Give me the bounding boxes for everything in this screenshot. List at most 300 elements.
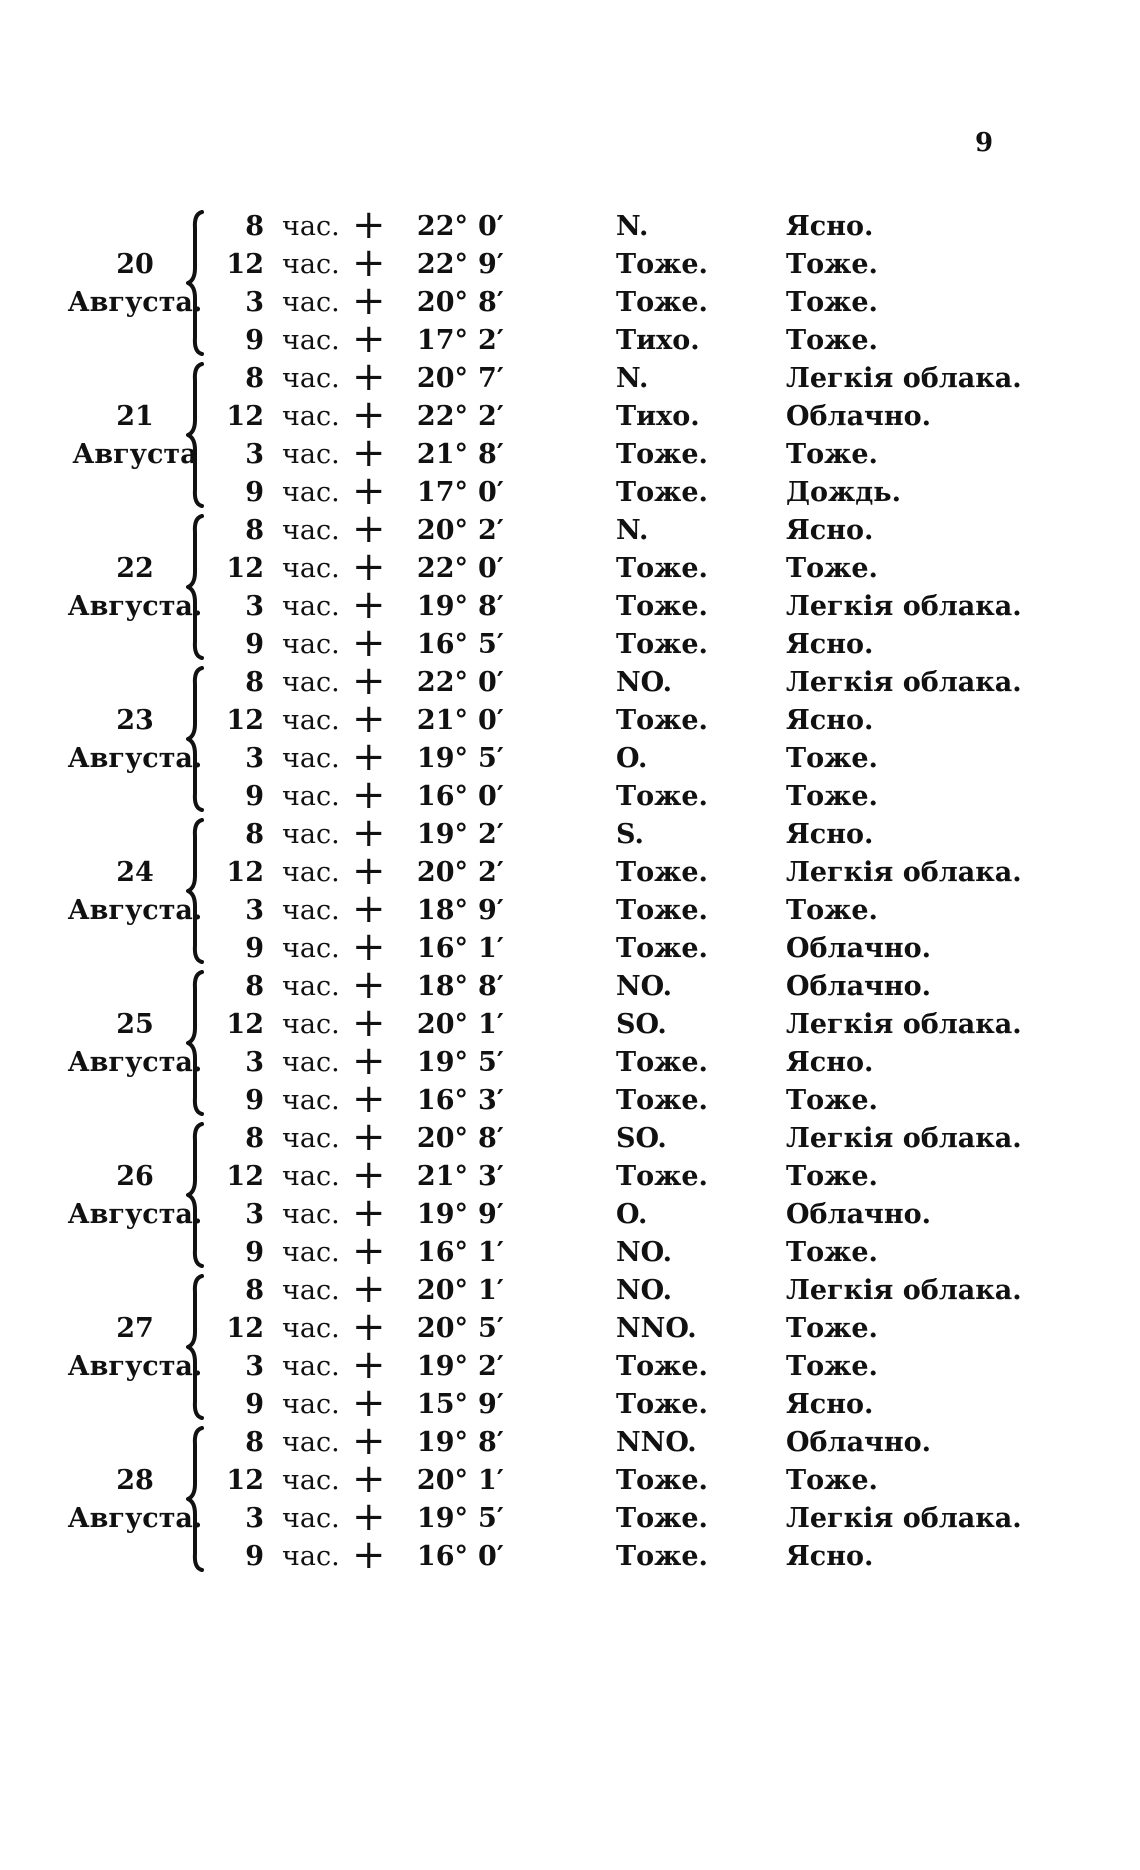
hour-unit: час. [282, 971, 340, 1002]
plus-sign: + [352, 810, 386, 856]
plus-sign: + [352, 468, 386, 514]
temperature-minutes: 5′ [478, 629, 504, 660]
plus-sign: + [352, 620, 386, 666]
temperature-degrees: 16° [416, 1085, 468, 1116]
temperature-degrees: 22° [416, 667, 468, 698]
temperature-minutes: 0′ [478, 705, 504, 736]
temperature-minutes: 0′ [478, 553, 504, 584]
hour-unit: час. [282, 1351, 340, 1382]
hour-cell: 9 [245, 1085, 264, 1116]
plus-sign: + [352, 1076, 386, 1122]
wind-cell: Тоже. [616, 477, 708, 508]
temperature-degrees: 20° [416, 1313, 468, 1344]
sky-cell: Облачно. [786, 933, 931, 964]
temperature-degrees: 19° [416, 1047, 468, 1078]
sky-cell: Тоже. [786, 743, 878, 774]
temperature-degrees: 15° [416, 1389, 468, 1420]
plus-sign: + [352, 278, 386, 324]
observation-row [0, 1038, 1140, 1084]
plus-sign: + [352, 924, 386, 970]
date-month: Августа. [67, 591, 203, 622]
temperature-minutes: 0′ [478, 781, 504, 812]
plus-sign: + [352, 962, 386, 1008]
plus-sign: + [352, 354, 386, 400]
sky-cell: Легкія облака. [786, 591, 1022, 622]
temperature-minutes: 0′ [478, 477, 504, 508]
temperature-degrees: 21° [416, 705, 468, 736]
sky-cell: Облачно. [786, 401, 931, 432]
observation-row [0, 392, 1140, 438]
hour-unit: час. [282, 933, 340, 964]
hour-cell: 8 [245, 1427, 264, 1458]
temperature-minutes: 0′ [478, 1541, 504, 1572]
observation-row [0, 1532, 1140, 1578]
hour-cell: 3 [245, 287, 264, 318]
plus-sign: + [352, 1456, 386, 1502]
sky-cell: Тоже. [786, 1237, 878, 1268]
date-month: Августа. [67, 1503, 203, 1534]
hour-unit: час. [282, 211, 340, 242]
sky-cell: Ясно. [786, 819, 874, 850]
hour-unit: час. [282, 591, 340, 622]
observation-row [0, 658, 1140, 704]
temperature-degrees: 19° [416, 1351, 468, 1382]
wind-cell: Тоже. [616, 1047, 708, 1078]
hour-unit: час. [282, 705, 340, 736]
temperature-degrees: 19° [416, 819, 468, 850]
date-month: Августа. [67, 1199, 203, 1230]
observation-row [0, 1114, 1140, 1160]
temperature-degrees: 22° [416, 211, 468, 242]
sky-cell: Облачно. [786, 1427, 931, 1458]
sky-cell: Облачно. [786, 971, 931, 1002]
temperature-minutes: 8′ [478, 1123, 504, 1154]
plus-sign: + [352, 1000, 386, 1046]
date-group [0, 1418, 1140, 1578]
observation-row [0, 810, 1140, 856]
wind-cell: Тоже. [616, 781, 708, 812]
hour-cell: 9 [245, 933, 264, 964]
sky-cell: Ясно. [786, 211, 874, 242]
sky-cell: Ясно. [786, 1541, 874, 1572]
temperature-minutes: 5′ [478, 1503, 504, 1534]
sky-cell: Тоже. [786, 1465, 878, 1496]
hour-cell: 12 [226, 705, 264, 736]
plus-sign: + [352, 848, 386, 894]
hour-cell: 8 [245, 363, 264, 394]
observation-row [0, 1494, 1140, 1540]
temperature-minutes: 9′ [478, 895, 504, 926]
sky-cell: Ясно. [786, 1389, 874, 1420]
page-number: 9 [975, 128, 994, 158]
observation-row [0, 316, 1140, 362]
sky-cell: Легкія облака. [786, 1009, 1022, 1040]
date-day: 20 [116, 249, 154, 280]
hour-unit: час. [282, 629, 340, 660]
hour-unit: час. [282, 1427, 340, 1458]
temperature-degrees: 16° [416, 629, 468, 660]
date-group [0, 202, 1140, 362]
plus-sign: + [352, 658, 386, 704]
temperature-degrees: 16° [416, 1237, 468, 1268]
temperature-minutes: 1′ [478, 1275, 504, 1306]
plus-sign: + [352, 1304, 386, 1350]
hour-cell: 3 [245, 439, 264, 470]
temperature-minutes: 8′ [478, 287, 504, 318]
hour-cell: 9 [245, 629, 264, 660]
observation-row [0, 1304, 1140, 1350]
temperature-degrees: 16° [416, 781, 468, 812]
temperature-degrees: 22° [416, 401, 468, 432]
observation-row [0, 202, 1140, 248]
sky-cell: Легкія облака. [786, 1275, 1022, 1306]
temperature-degrees: 19° [416, 1199, 468, 1230]
observation-row [0, 1000, 1140, 1046]
hour-cell: 9 [245, 1237, 264, 1268]
date-group [0, 354, 1140, 514]
temperature-minutes: 9′ [478, 249, 504, 280]
observation-row [0, 924, 1140, 970]
temperature-minutes: 2′ [478, 401, 504, 432]
temperature-degrees: 19° [416, 1427, 468, 1458]
wind-cell: Тоже. [616, 933, 708, 964]
temperature-minutes: 9′ [478, 1199, 504, 1230]
sky-cell: Тоже. [786, 325, 878, 356]
temperature-degrees: 21° [416, 439, 468, 470]
hour-cell: 3 [245, 1503, 264, 1534]
hour-unit: час. [282, 1275, 340, 1306]
wind-cell: N. [616, 211, 649, 242]
observation-row [0, 1228, 1140, 1274]
hour-cell: 12 [226, 401, 264, 432]
observation-row [0, 962, 1140, 1008]
wind-cell: Тоже. [616, 629, 708, 660]
wind-cell: Тоже. [616, 287, 708, 318]
hour-unit: час. [282, 1503, 340, 1534]
observation-row [0, 582, 1140, 628]
date-group [0, 810, 1140, 970]
date-day: 24 [116, 857, 154, 888]
temperature-degrees: 17° [416, 325, 468, 356]
plus-sign: + [352, 734, 386, 780]
hour-cell: 3 [245, 895, 264, 926]
hour-cell: 9 [245, 1389, 264, 1420]
sky-cell: Тоже. [786, 781, 878, 812]
hour-cell: 12 [226, 857, 264, 888]
temperature-minutes: 5′ [478, 743, 504, 774]
temperature-minutes: 8′ [478, 591, 504, 622]
hour-unit: час. [282, 781, 340, 812]
observation-row [0, 772, 1140, 818]
sky-cell: Тоже. [786, 895, 878, 926]
wind-cell: NO. [616, 667, 673, 698]
wind-cell: Тоже. [616, 895, 708, 926]
hour-unit: час. [282, 895, 340, 926]
sky-cell: Тоже. [786, 439, 878, 470]
wind-cell: Тоже. [616, 1085, 708, 1116]
plus-sign: + [352, 1152, 386, 1198]
wind-cell: S. [616, 819, 644, 850]
hour-cell: 9 [245, 1541, 264, 1572]
temperature-minutes: 1′ [478, 933, 504, 964]
wind-cell: Тоже. [616, 439, 708, 470]
hour-unit: час. [282, 439, 340, 470]
wind-cell: NO. [616, 1275, 673, 1306]
observation-row [0, 1380, 1140, 1426]
observation-row [0, 354, 1140, 400]
wind-cell: Тоже. [616, 857, 708, 888]
temperature-degrees: 16° [416, 933, 468, 964]
sky-cell: Легкія облака. [786, 363, 1022, 394]
hour-cell: 9 [245, 477, 264, 508]
temperature-degrees: 20° [416, 1123, 468, 1154]
plus-sign: + [352, 1532, 386, 1578]
hour-cell: 8 [245, 515, 264, 546]
temperature-degrees: 19° [416, 591, 468, 622]
date-day: 26 [116, 1161, 154, 1192]
wind-cell: NO. [616, 971, 673, 1002]
sky-cell: Тоже. [786, 287, 878, 318]
sky-cell: Тоже. [786, 1351, 878, 1382]
hour-cell: 3 [245, 743, 264, 774]
observation-row [0, 1266, 1140, 1312]
observation-row [0, 1190, 1140, 1236]
hour-cell: 9 [245, 325, 264, 356]
observation-row [0, 1342, 1140, 1388]
sky-cell: Дождь. [786, 477, 902, 508]
temperature-degrees: 19° [416, 1503, 468, 1534]
wind-cell: Тоже. [616, 1503, 708, 1534]
temperature-minutes: 0′ [478, 667, 504, 698]
temperature-degrees: 16° [416, 1541, 468, 1572]
hour-cell: 9 [245, 781, 264, 812]
temperature-minutes: 5′ [478, 1313, 504, 1344]
plus-sign: + [352, 1342, 386, 1388]
observation-row [0, 1152, 1140, 1198]
hour-unit: час. [282, 515, 340, 546]
plus-sign: + [352, 696, 386, 742]
plus-sign: + [352, 772, 386, 818]
hour-unit: час. [282, 1313, 340, 1344]
temperature-degrees: 21° [416, 1161, 468, 1192]
wind-cell: Тоже. [616, 553, 708, 584]
hour-unit: час. [282, 553, 340, 584]
plus-sign: + [352, 392, 386, 438]
sky-cell: Тоже. [786, 249, 878, 280]
wind-cell: N. [616, 515, 649, 546]
observation-row [0, 1456, 1140, 1502]
temperature-minutes: 1′ [478, 1237, 504, 1268]
sky-cell: Ясно. [786, 629, 874, 660]
wind-cell: Тоже. [616, 705, 708, 736]
plus-sign: + [352, 582, 386, 628]
sky-cell: Тоже. [786, 1085, 878, 1116]
temperature-minutes: 3′ [478, 1085, 504, 1116]
wind-cell: NO. [616, 1237, 673, 1268]
hour-cell: 8 [245, 971, 264, 1002]
date-day: 27 [116, 1313, 154, 1344]
hour-cell: 3 [245, 591, 264, 622]
hour-unit: час. [282, 1123, 340, 1154]
wind-cell: Тихо. [616, 325, 700, 356]
date-month: Августа [72, 439, 198, 470]
date-day: 22 [116, 553, 154, 584]
temperature-degrees: 20° [416, 287, 468, 318]
plus-sign: + [352, 1418, 386, 1464]
hour-cell: 3 [245, 1047, 264, 1078]
hour-cell: 12 [226, 1465, 264, 1496]
hour-cell: 12 [226, 249, 264, 280]
wind-cell: NNO. [616, 1427, 697, 1458]
observation-row [0, 468, 1140, 514]
temperature-degrees: 20° [416, 515, 468, 546]
hour-unit: час. [282, 1389, 340, 1420]
temperature-degrees: 20° [416, 857, 468, 888]
hour-unit: час. [282, 1237, 340, 1268]
sky-cell: Облачно. [786, 1199, 931, 1230]
wind-cell: O. [616, 1199, 648, 1230]
plus-sign: + [352, 1114, 386, 1160]
observation-row [0, 696, 1140, 742]
date-group [0, 962, 1140, 1122]
temperature-minutes: 2′ [478, 325, 504, 356]
wind-cell: SO. [616, 1009, 667, 1040]
date-day: 25 [116, 1009, 154, 1040]
date-group [0, 658, 1140, 818]
hour-cell: 12 [226, 553, 264, 584]
temperature-degrees: 17° [416, 477, 468, 508]
observation-row [0, 886, 1140, 932]
plus-sign: + [352, 1038, 386, 1084]
temperature-degrees: 20° [416, 1275, 468, 1306]
hour-unit: час. [282, 401, 340, 432]
temperature-minutes: 9′ [478, 1389, 504, 1420]
temperature-minutes: 8′ [478, 439, 504, 470]
date-group [0, 1114, 1140, 1274]
plus-sign: + [352, 1494, 386, 1540]
hour-unit: час. [282, 363, 340, 394]
plus-sign: + [352, 1380, 386, 1426]
hour-cell: 8 [245, 819, 264, 850]
sky-cell: Ясно. [786, 705, 874, 736]
date-month: Августа. [67, 895, 203, 926]
wind-cell: Тоже. [616, 1161, 708, 1192]
plus-sign: + [352, 886, 386, 932]
sky-cell: Ясно. [786, 515, 874, 546]
hour-cell: 8 [245, 1275, 264, 1306]
sky-cell: Тоже. [786, 553, 878, 584]
temperature-minutes: 7′ [478, 363, 504, 394]
wind-cell: O. [616, 743, 648, 774]
hour-unit: час. [282, 249, 340, 280]
wind-cell: Тоже. [616, 1389, 708, 1420]
date-day: 28 [116, 1465, 154, 1496]
date-day: 23 [116, 705, 154, 736]
observation-row [0, 1418, 1140, 1464]
temperature-degrees: 20° [416, 1465, 468, 1496]
temperature-minutes: 2′ [478, 1351, 504, 1382]
sky-cell: Легкія облака. [786, 667, 1022, 698]
hour-unit: час. [282, 1047, 340, 1078]
hour-unit: час. [282, 667, 340, 698]
temperature-degrees: 18° [416, 971, 468, 1002]
observation-row [0, 1076, 1140, 1122]
temperature-minutes: 1′ [478, 1009, 504, 1040]
temperature-degrees: 20° [416, 1009, 468, 1040]
observation-row [0, 848, 1140, 894]
plus-sign: + [352, 1190, 386, 1236]
wind-cell: SO. [616, 1123, 667, 1154]
hour-cell: 8 [245, 211, 264, 242]
plus-sign: + [352, 316, 386, 362]
temperature-degrees: 22° [416, 553, 468, 584]
wind-cell: Тоже. [616, 1465, 708, 1496]
wind-cell: Тоже. [616, 591, 708, 622]
hour-unit: час. [282, 477, 340, 508]
hour-cell: 8 [245, 667, 264, 698]
temperature-minutes: 3′ [478, 1161, 504, 1192]
temperature-minutes: 8′ [478, 971, 504, 1002]
hour-unit: час. [282, 1161, 340, 1192]
hour-unit: час. [282, 857, 340, 888]
plus-sign: + [352, 544, 386, 590]
wind-cell: Тоже. [616, 1351, 708, 1382]
temperature-minutes: 2′ [478, 857, 504, 888]
date-month: Августа. [67, 287, 203, 318]
date-group [0, 1266, 1140, 1426]
sky-cell: Ясно. [786, 1047, 874, 1078]
hour-cell: 12 [226, 1313, 264, 1344]
hour-unit: час. [282, 819, 340, 850]
temperature-minutes: 2′ [478, 515, 504, 546]
temperature-minutes: 2′ [478, 819, 504, 850]
observation-row [0, 506, 1140, 552]
wind-cell: Тоже. [616, 1541, 708, 1572]
temperature-minutes: 0′ [478, 211, 504, 242]
observation-row [0, 278, 1140, 324]
plus-sign: + [352, 430, 386, 476]
date-day: 21 [116, 401, 154, 432]
temperature-minutes: 1′ [478, 1465, 504, 1496]
date-month: Августа. [67, 1047, 203, 1078]
plus-sign: + [352, 202, 386, 248]
hour-unit: час. [282, 1199, 340, 1230]
hour-cell: 12 [226, 1161, 264, 1192]
sky-cell: Легкія облака. [786, 857, 1022, 888]
hour-unit: час. [282, 1541, 340, 1572]
wind-cell: NNO. [616, 1313, 697, 1344]
plus-sign: + [352, 506, 386, 552]
temperature-degrees: 20° [416, 363, 468, 394]
weather-observation-table [0, 202, 1140, 1578]
hour-unit: час. [282, 325, 340, 356]
sky-cell: Тоже. [786, 1161, 878, 1192]
hour-cell: 3 [245, 1351, 264, 1382]
observation-row [0, 544, 1140, 590]
observation-row [0, 620, 1140, 666]
temperature-minutes: 8′ [478, 1427, 504, 1458]
hour-unit: час. [282, 743, 340, 774]
date-month: Августа. [67, 1351, 203, 1382]
temperature-minutes: 5′ [478, 1047, 504, 1078]
wind-cell: N. [616, 363, 649, 394]
hour-cell: 3 [245, 1199, 264, 1230]
hour-cell: 12 [226, 1009, 264, 1040]
temperature-degrees: 22° [416, 249, 468, 280]
date-month: Августа. [67, 743, 203, 774]
observation-row [0, 430, 1140, 476]
temperature-degrees: 19° [416, 743, 468, 774]
